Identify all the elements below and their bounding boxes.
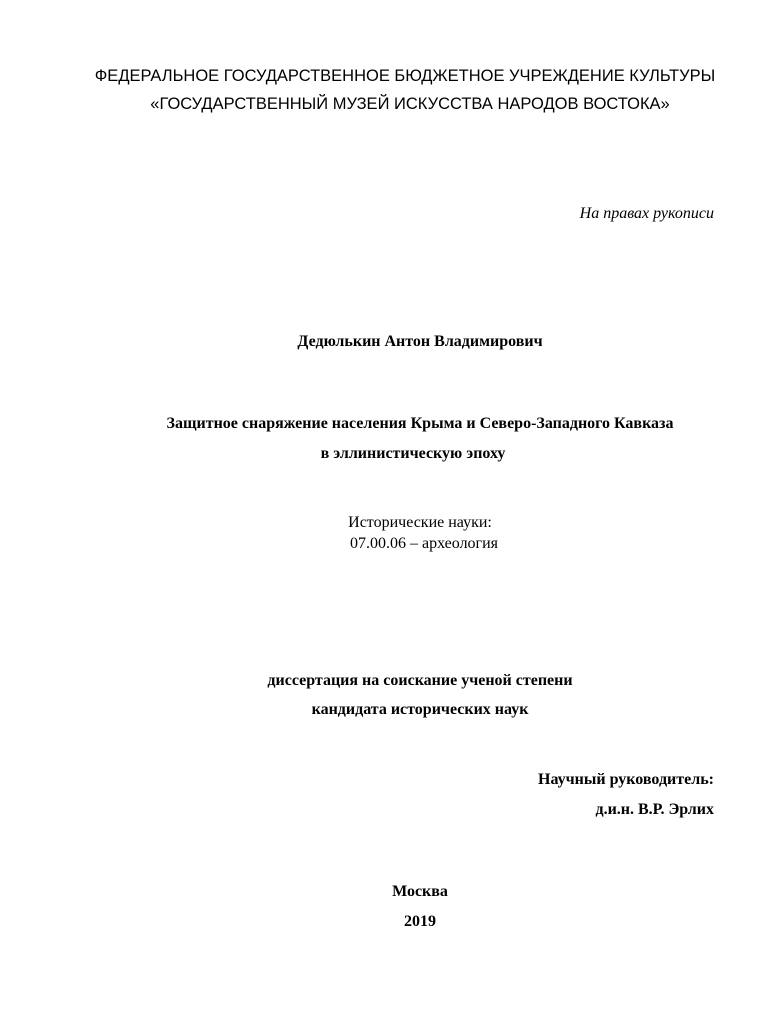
author-name: Дедюлькин Антон Владимирович: [297, 333, 543, 350]
supervisor-label: Научный руководитель:: [538, 771, 714, 788]
scientific-field: Исторические науки:: [348, 514, 492, 531]
supervisor-name: д.и.н. В.Р. Эрлих: [595, 801, 714, 818]
organization-line-1: ФЕДЕРАЛЬНОЕ ГОСУДАРСТВЕННОЕ БЮДЖЕТНОЕ УЧРЕЖДЕНИЕ КУЛЬТУРЫ: [94, 67, 716, 85]
city: Москва: [392, 883, 448, 900]
manuscript-note: На правах рукописи: [579, 205, 714, 222]
year: 2019: [404, 913, 436, 930]
organization-line-2: «ГОСУДАРСТВЕННЫЙ МУЗЕЙ ИСКУССТВА НАРОДОВ ВОСТОКА»: [150, 95, 670, 113]
specialty-code: 07.00.06 – археология: [349, 535, 499, 552]
dissertation-title-line-2: в эллинистическую эпоху: [320, 445, 506, 462]
degree-line-1: диссертация на соискание ученой степени: [267, 672, 573, 689]
degree-line-2: кандидата исторических наук: [311, 701, 529, 718]
dissertation-title-line-1: Защитное снаряжение населения Крыма и Северо-Западного Кавказа: [166, 415, 674, 432]
